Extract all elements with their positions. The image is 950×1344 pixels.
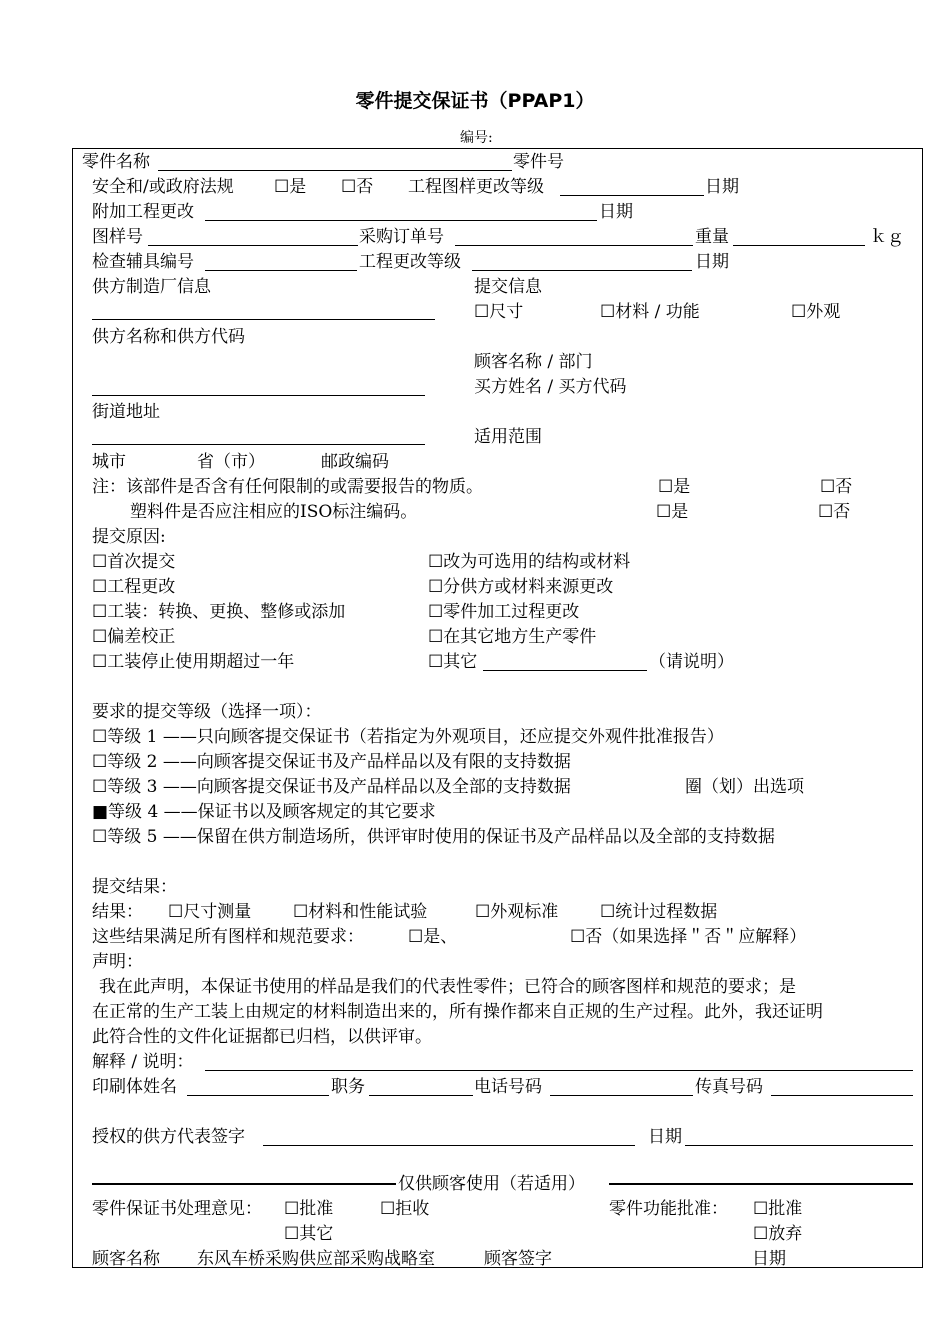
weight-field[interactable] (733, 245, 865, 246)
phone-label: 电话号码 (474, 1077, 542, 1097)
reason-checkbox[interactable]: ☐首次提交 (92, 552, 176, 572)
level-checkbox[interactable]: ☐等级 1 ——只向顾客提交保证书（若指定为外观项目，还应提交外观件批准报告） (92, 727, 724, 747)
sub-appearance-checkbox[interactable]: ☐外观 (791, 302, 841, 322)
result-checkbox[interactable]: ☐外观标准 (475, 902, 559, 922)
part-number-label: 零件号 (513, 152, 564, 172)
drawing-change-label: 工程图样更改等级 (408, 177, 544, 197)
street-field[interactable] (92, 444, 425, 445)
customer-sign-field[interactable] (560, 1267, 750, 1268)
job-title-field[interactable] (369, 1095, 473, 1096)
eng-change-level-field[interactable] (472, 270, 692, 271)
page-title: 零件提交保证书（PPAP1） (355, 90, 595, 112)
fax-field[interactable] (771, 1095, 913, 1096)
reasons-title: 提交原因: (92, 527, 166, 547)
supplier-name-code-label: 供方名称和供方代码 (92, 327, 245, 347)
result-checkbox[interactable]: ☐尺寸测量 (168, 902, 252, 922)
application-label: 适用范围 (474, 427, 542, 447)
levels-title: 要求的提交等级（选择一项）： (92, 702, 322, 722)
func-approval-label: 零件功能批准： (609, 1199, 728, 1219)
other-reason-field[interactable] (483, 670, 647, 671)
customer-sign-label: 顾客签字 (484, 1249, 552, 1269)
note1-yes-checkbox[interactable]: ☐是 (658, 477, 691, 497)
po-number-label: 采购订单号 (359, 227, 444, 247)
result-checkbox[interactable]: ☐统计过程数据 (600, 902, 718, 922)
approve-checkbox[interactable]: ☐批准 (284, 1199, 334, 1219)
customer-use-label: 仅供顾客使用（若适用） (398, 1174, 585, 1194)
supplier-name-field[interactable] (92, 395, 425, 396)
results-yes-checkbox[interactable]: ☐是、 (408, 927, 458, 947)
supplier-info-field[interactable] (92, 319, 435, 320)
level-checkbox-selected[interactable]: ■等级 4 ——保证书以及顾客规定的其它要求 (92, 802, 436, 822)
explain-label: 解释 / 说明： (92, 1052, 194, 1072)
other-note: （请说明） (649, 652, 734, 672)
submission-info-label: 提交信息 (474, 277, 542, 297)
part-name-field[interactable] (158, 170, 512, 171)
divider-left (92, 1183, 396, 1185)
city-label: 城市 (92, 452, 126, 472)
print-name-field[interactable] (187, 1095, 329, 1096)
drawing-change-field[interactable] (560, 195, 704, 196)
add-eng-change-field[interactable] (205, 220, 597, 221)
sub-dimension-checkbox[interactable]: ☐尺寸 (474, 302, 524, 322)
job-title-label: 职务 (331, 1077, 365, 1097)
customer-name-value: 东风车桥采购供应部采购战略室 (197, 1249, 435, 1269)
declaration-line: 此符合性的文件化证据都已归档，以供评审。 (92, 1027, 432, 1047)
customer-dept-label: 顾客名称 / 部门 (474, 352, 593, 372)
part-name-label: 零件名称 (82, 152, 150, 172)
zip-label: 邮政编码 (321, 452, 389, 472)
reason-checkbox[interactable]: ☐改为可选用的结构或材料 (428, 552, 631, 572)
results-no-checkbox[interactable]: ☐否（如果选择＂否＂应解释） (570, 927, 807, 947)
reason-checkbox[interactable]: ☐在其它地方生产零件 (428, 627, 597, 647)
note2-yes-checkbox[interactable]: ☐是 (656, 502, 689, 522)
reason-checkbox[interactable]: ☐其它 (428, 652, 478, 672)
eng-change-level-label: 工程更改等级 (359, 252, 461, 272)
func-approve-checkbox[interactable]: ☐批准 (753, 1199, 803, 1219)
declaration-title: 声明： (92, 952, 143, 972)
note2-no-checkbox[interactable]: ☐否 (818, 502, 851, 522)
sub-material-checkbox[interactable]: ☐材料 / 功能 (600, 302, 700, 322)
level-checkbox[interactable]: ☐等级 5 ——保留在供方制造场所，供评审时使用的保证书及产品样品以及全部的支持数据 (92, 827, 775, 847)
circle-option-note: 圈（划）出选项 (685, 777, 804, 797)
safety-no-checkbox[interactable]: ☐否 (341, 177, 374, 197)
level-checkbox[interactable]: ☐等级 3 ——向顾客提交保证书及产品样品以及全部的支持数据 (92, 777, 571, 797)
add-eng-change-label: 附加工程更改 (92, 202, 194, 222)
supplier-info-label: 供方制造厂信息 (92, 277, 211, 297)
safety-yes-checkbox[interactable]: ☐是 (274, 177, 307, 197)
kg-unit: ｋｇ (870, 227, 904, 247)
note-restricted-substance: 注：该部件是否含有任何限制的或需要报告的物质。 (92, 477, 483, 497)
declaration-line: 在正常的生产工装上由规定的材料制造出来的，所有操作都来自正规的生产过程。此外，我还证明 (92, 1002, 823, 1022)
customer-name-label: 顾客名称 (92, 1249, 160, 1269)
declaration-line: 我在此声明，本保证书使用的样品是我们的代表性零件；已符合的顾客图样和规范的要求；是 (99, 977, 796, 997)
reason-checkbox[interactable]: ☐零件加工过程更改 (428, 602, 580, 622)
divider-right (609, 1183, 913, 1185)
explain-field[interactable] (205, 1070, 913, 1071)
buyer-name-code-label: 买方姓名 / 买方代码 (474, 377, 627, 397)
date-label: 日期 (705, 177, 739, 197)
drawing-number-field[interactable] (148, 245, 358, 246)
other-checkbox[interactable]: ☐其它 (284, 1224, 334, 1244)
reason-checkbox[interactable]: ☐偏差校正 (92, 627, 176, 647)
note-iso-marking: 塑料件是否应注相应的ISO标注编码。 (130, 502, 418, 522)
signature-label: 授权的供方代表签字 (92, 1127, 245, 1147)
checking-aid-label: 检查辅具编号 (92, 252, 194, 272)
reason-checkbox[interactable]: ☐工装：转换、更换、整修或添加 (92, 602, 346, 622)
signature-field[interactable] (263, 1145, 635, 1146)
province-label: 省（市） (197, 452, 265, 472)
level-checkbox[interactable]: ☐等级 2 ——向顾客提交保证书及产品样品以及有限的支持数据 (92, 752, 571, 772)
print-name-label: 印刷体姓名 (92, 1077, 177, 1097)
results-meet-label: 这些结果满足所有图样和规范要求： (92, 927, 364, 947)
date-label: 日期 (599, 202, 633, 222)
reason-checkbox[interactable]: ☐分供方或材料来源更改 (428, 577, 614, 597)
reason-checkbox[interactable]: ☐工装停止使用期超过一年 (92, 652, 295, 672)
disposition-label: 零件保证书处理意见： (92, 1199, 262, 1219)
serial-number-label: 编号: (460, 130, 493, 146)
po-number-field[interactable] (455, 245, 693, 246)
waive-checkbox[interactable]: ☐放弃 (753, 1224, 803, 1244)
fax-label: 传真号码 (695, 1077, 763, 1097)
street-label: 街道地址 (92, 402, 160, 422)
results-label: 结果： (92, 902, 143, 922)
result-checkbox[interactable]: ☐材料和性能试验 (293, 902, 428, 922)
reject-checkbox[interactable]: ☐拒收 (380, 1199, 430, 1219)
phone-field[interactable] (550, 1095, 693, 1096)
safety-label: 安全和/或政府法规 (92, 177, 234, 197)
weight-label: 重量 (695, 227, 729, 247)
signature-date-field[interactable] (685, 1145, 913, 1146)
reason-checkbox[interactable]: ☐工程更改 (92, 577, 176, 597)
results-title: 提交结果： (92, 877, 177, 897)
date-label: 日期 (752, 1249, 786, 1269)
drawing-number-label: 图样号 (92, 227, 143, 247)
note1-no-checkbox[interactable]: ☐否 (820, 477, 853, 497)
date-label: 日期 (648, 1127, 682, 1147)
date-label: 日期 (695, 252, 729, 272)
checking-aid-field[interactable] (205, 270, 357, 271)
